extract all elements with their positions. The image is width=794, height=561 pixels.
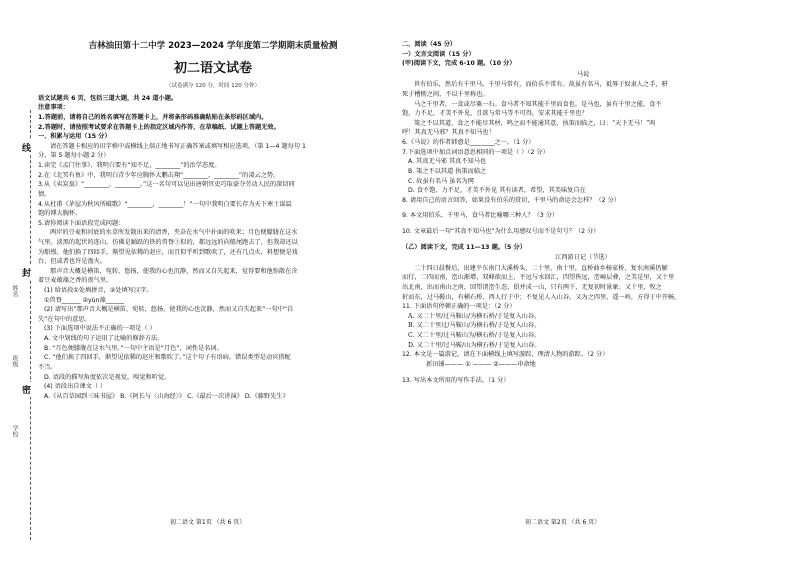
seal-line <box>30 110 31 540</box>
question-9: 9. 本文用伯乐、千里马，食马者比喻哪三种人？（3 分） <box>402 212 559 220</box>
q7-option-d: D. 食不饱，力不足，才美不外见 其有读者，希望，其美味复自在 <box>408 187 586 195</box>
passage-a-title: 马说 <box>576 70 590 78</box>
question-1: 1.读完《孟门往事》，我明白要有“知不足，________”的治学态度。 <box>38 162 221 170</box>
q7-option-a: A. 其真无马邪 其真不知马也 <box>408 158 487 166</box>
passage-line: 为船慢。他们换了四回手，渐望见依稀的赵庄，而且似乎听到歌吹了，还有几点火，料想便是戏 <box>38 248 298 256</box>
passage-b-title: 江西游日记（节选） <box>555 254 611 262</box>
question-2: 2.在《北冥有鱼》中，我明白青少年应胸怀大鹏击翔“________，________”的凌云之势。 <box>38 171 280 179</box>
paper-info: 语文试题共 6 页，包括三道大题，共 24 道小题。 <box>38 94 178 102</box>
school-label: 学校 <box>11 425 18 437</box>
question-12: 12. 本文是一篇游记，请在下面横线上填写游踪，理清人物的游踪。（2 分） <box>402 351 609 359</box>
seal-char-seal: 封 <box>22 265 31 280</box>
question-10: 10. 文章最后一句“其真不知马也”为什么用感叹号而不是句号？（2 分） <box>402 227 600 235</box>
option-a: A. 文中划线的句子运用了比喻的修辞方法。 <box>44 335 164 343</box>
passage-line: 气里。淡黑的起伏的连山，仿佛是踊跃的铁的兽脊①似的，都远远的向船尾跑去了，但我却还以 <box>38 238 298 246</box>
name-label: 姓名 <box>11 285 18 297</box>
question-5-1: (1) 给语段①处填拼音，②处填写汉字。 <box>44 287 153 295</box>
q11-option-b: B. 又二十里过/马鞍山/为横石桥/于是复入山谷。 <box>408 322 541 330</box>
notice-heading: 注意事项： <box>38 104 69 112</box>
passage-b-line: 而行，二四而南，峦山渐增，双峰欲而上，平远与水回汇，四望皆远，峦嶂层叠，之美是里，又十里 <box>402 274 675 282</box>
option-d: D. 语段的描写角度依次是视觉，嗅觉和听觉。 <box>44 373 171 381</box>
section-1-heading: 一、积累与运用（15 分） <box>38 133 111 141</box>
question-7: 7.下面选项中加点词语意思相同的一项是（ ）（2 分） <box>402 148 549 156</box>
question-3: 3.从《卖炭翁》“________，________。”这一名句可以见出唐朝官吏巧取豪夺劳动人民的深切同 <box>38 181 295 189</box>
section-2-heading: 二、阅读（45 分） <box>402 41 457 48</box>
question-5-2-cont: 失”在句中的意思。 <box>38 315 91 323</box>
passage-b-line: 二十四日晨餐后，出建平东南门大溪桥头，二十里，南十里，直桥曲乡杨家桥，复水南溪仍解 <box>414 264 668 272</box>
question-4-cont: 饱的博大胸怀。 <box>38 210 82 218</box>
class-label: 班级 <box>11 355 18 367</box>
question-5-1-blanks: ①兽脊______ ②yùn藻______ <box>44 296 125 304</box>
q11-option-a: A. 又二十里/过马鞍山/为横石桥/于是复入山谷。 <box>408 312 541 320</box>
passage-line: 着豆麦蕴藻之香的夜气里。 <box>38 277 113 285</box>
passage-a-line: 死于槽枥之间，不以千里称也。 <box>402 91 489 99</box>
notice-item-2: 2.答题时，请按照考试要求在答题卡上的指定区域内作答，在草稿纸、试题上答题无效。 <box>38 123 280 131</box>
question-13: 13. 写出本文所用的写作手法。（1 分） <box>402 376 510 384</box>
question-12-route: 新田铺——— ① ——— ②———申命地 <box>426 360 536 368</box>
passage-a-instruction: (甲)阅读下文，完成 6-10 题。（10 分） <box>402 60 516 68</box>
q11-option-c: C. 又二十里/过马鞍山为/横石桥/于是复入山谷。 <box>408 332 541 340</box>
option-c: C. “他们换了四回手，渐望见依稀的赵庄和歌吹了。”这个句子有语病，错误类型是动宾搭配 <box>44 354 291 362</box>
question-3-cont: 情。 <box>38 190 51 198</box>
left-column <box>38 40 388 401</box>
passage-a-line: 策之不以其道，食之不能尽其材，鸣之而不能通其意，执策而临之，曰：“天下无马！”呜 <box>414 119 656 127</box>
right-column <box>402 40 764 385</box>
question-4: 4.从杜甫《茅屋为秋风所破歌》“________，________！”一句中我明白要长存为天下寒士谋温 <box>38 200 292 208</box>
passage-b-line: 出北南，出而南山之南，回望诸峦生态，俱并成一山，只有两下，无复初时景象。又十里，牧之 <box>402 284 662 292</box>
passage-a-line: 马之千里者，一食或尽粟一石。食马者不知其能千里而食也。是马也，虽有千里之能，食不 <box>414 100 662 108</box>
passage-b-instruction: （乙）阅读下文，完成 11—13 题。（5 分） <box>402 243 526 251</box>
q11-option-d: D. 又二十里/过马鞍/山为横石桥/于是复入山谷。 <box>408 341 541 349</box>
passage-line: 那声音大概是横笛，宛转，悠扬，使我的心也沉静，然而又自失起来，觉得要和他弥散在含 <box>50 267 298 275</box>
subject-title: 初二语文试卷 <box>173 61 252 77</box>
seal-char-secret: 密 <box>22 382 31 397</box>
question-5: 5.请你阅读下面语段完成问题： <box>38 219 125 227</box>
section-1-instruction: 请在答题卡相应的田字格中或横线上端正地书写正确答案或填写相应选项。（第 1—4 题每句 1 <box>50 142 306 150</box>
binding-margin <box>4 120 30 540</box>
notice-item-1: 1.答题前，请将自己的姓名填写在答题卡上，并将条形码准确粘贴在条形码区域内。 <box>38 114 268 122</box>
seal-char-line: 线 <box>22 140 31 155</box>
classical-heading: 一）文言文阅读（15 分） <box>402 50 475 58</box>
section-1-instruction-cont: 分，第 5 题每小题 2 分） <box>38 152 110 160</box>
question-5-2: (2) 请写出“那声音大概是横笛，宛转，悠扬，使我的心也沉静，然而又自失起来”一句中“自 <box>44 306 294 314</box>
question-5-3: (3) 下面选项中说法不正确的一项是（ ） <box>44 325 156 333</box>
question-5-4-options: A.《从百草园到三味书屋》 B.《阿长与〈山海经〉》 C.《最后一次讲演》 D.《藤野先生》 <box>44 392 289 400</box>
question-11: 11. 下面语句停顿正确的一项是：（2 分） <box>402 303 516 311</box>
passage-line: 台，但或者也许是渔火。 <box>38 258 107 266</box>
passage-b-line: 折而东，过马鞍山，有横石桥，西人行于中；不复见人入山谷。又为之四里，遥一岭，方得于中开畅。 <box>402 293 681 301</box>
exam-meta: （试卷满分 120 分，时间 120 分钟） <box>166 83 260 90</box>
passage-a-line: 世有伯乐，然后有千里马。千里马常有，而伯乐不常有。故虽有名马，祗辱于奴隶人之手，骈 <box>414 81 668 89</box>
option-c-cont: 不当。 <box>38 363 57 371</box>
page-footer-1: 初二语文 第1页 （共 6 页） <box>170 519 246 526</box>
passage-a-line: 饱，力不足，才美不外见，且欲与常马等不可得，安求其能千里也？ <box>402 110 588 118</box>
page-footer-2: 初二语文 第2页 （共 6 页） <box>525 519 601 526</box>
question-8: 8. 请用自己的语言回答，如果没有伯乐的赏识，千里马的命运会怎样？（2 分） <box>402 196 620 204</box>
school-exam-title: 吉林油田第十二中学 2023—2024 学年度第二学期期末质量检测 <box>88 41 338 51</box>
question-5-4: (4) 语段出自课文（ ） <box>44 383 107 391</box>
option-b: B. “月色便朦胧在这水气里。”一句中主语是“月色”，词性是名词。 <box>44 344 223 352</box>
q7-option-c: C. 故虽有名马 虽名为网 <box>408 177 474 185</box>
question-6: 6.《马说》的作者韩愈是________之一。（1 分） <box>402 139 535 147</box>
passage-a-line: 呼！其真无马邪？其真不知马也！ <box>402 129 495 137</box>
passage-line: 两岸的豆麦和河底的水草所发散出来的清香，夹杂在水气中扑面的吹来；月色便朦胧在这水 <box>50 229 298 237</box>
q7-option-b: B. 策之不以其道 执策而临之 <box>408 167 487 175</box>
